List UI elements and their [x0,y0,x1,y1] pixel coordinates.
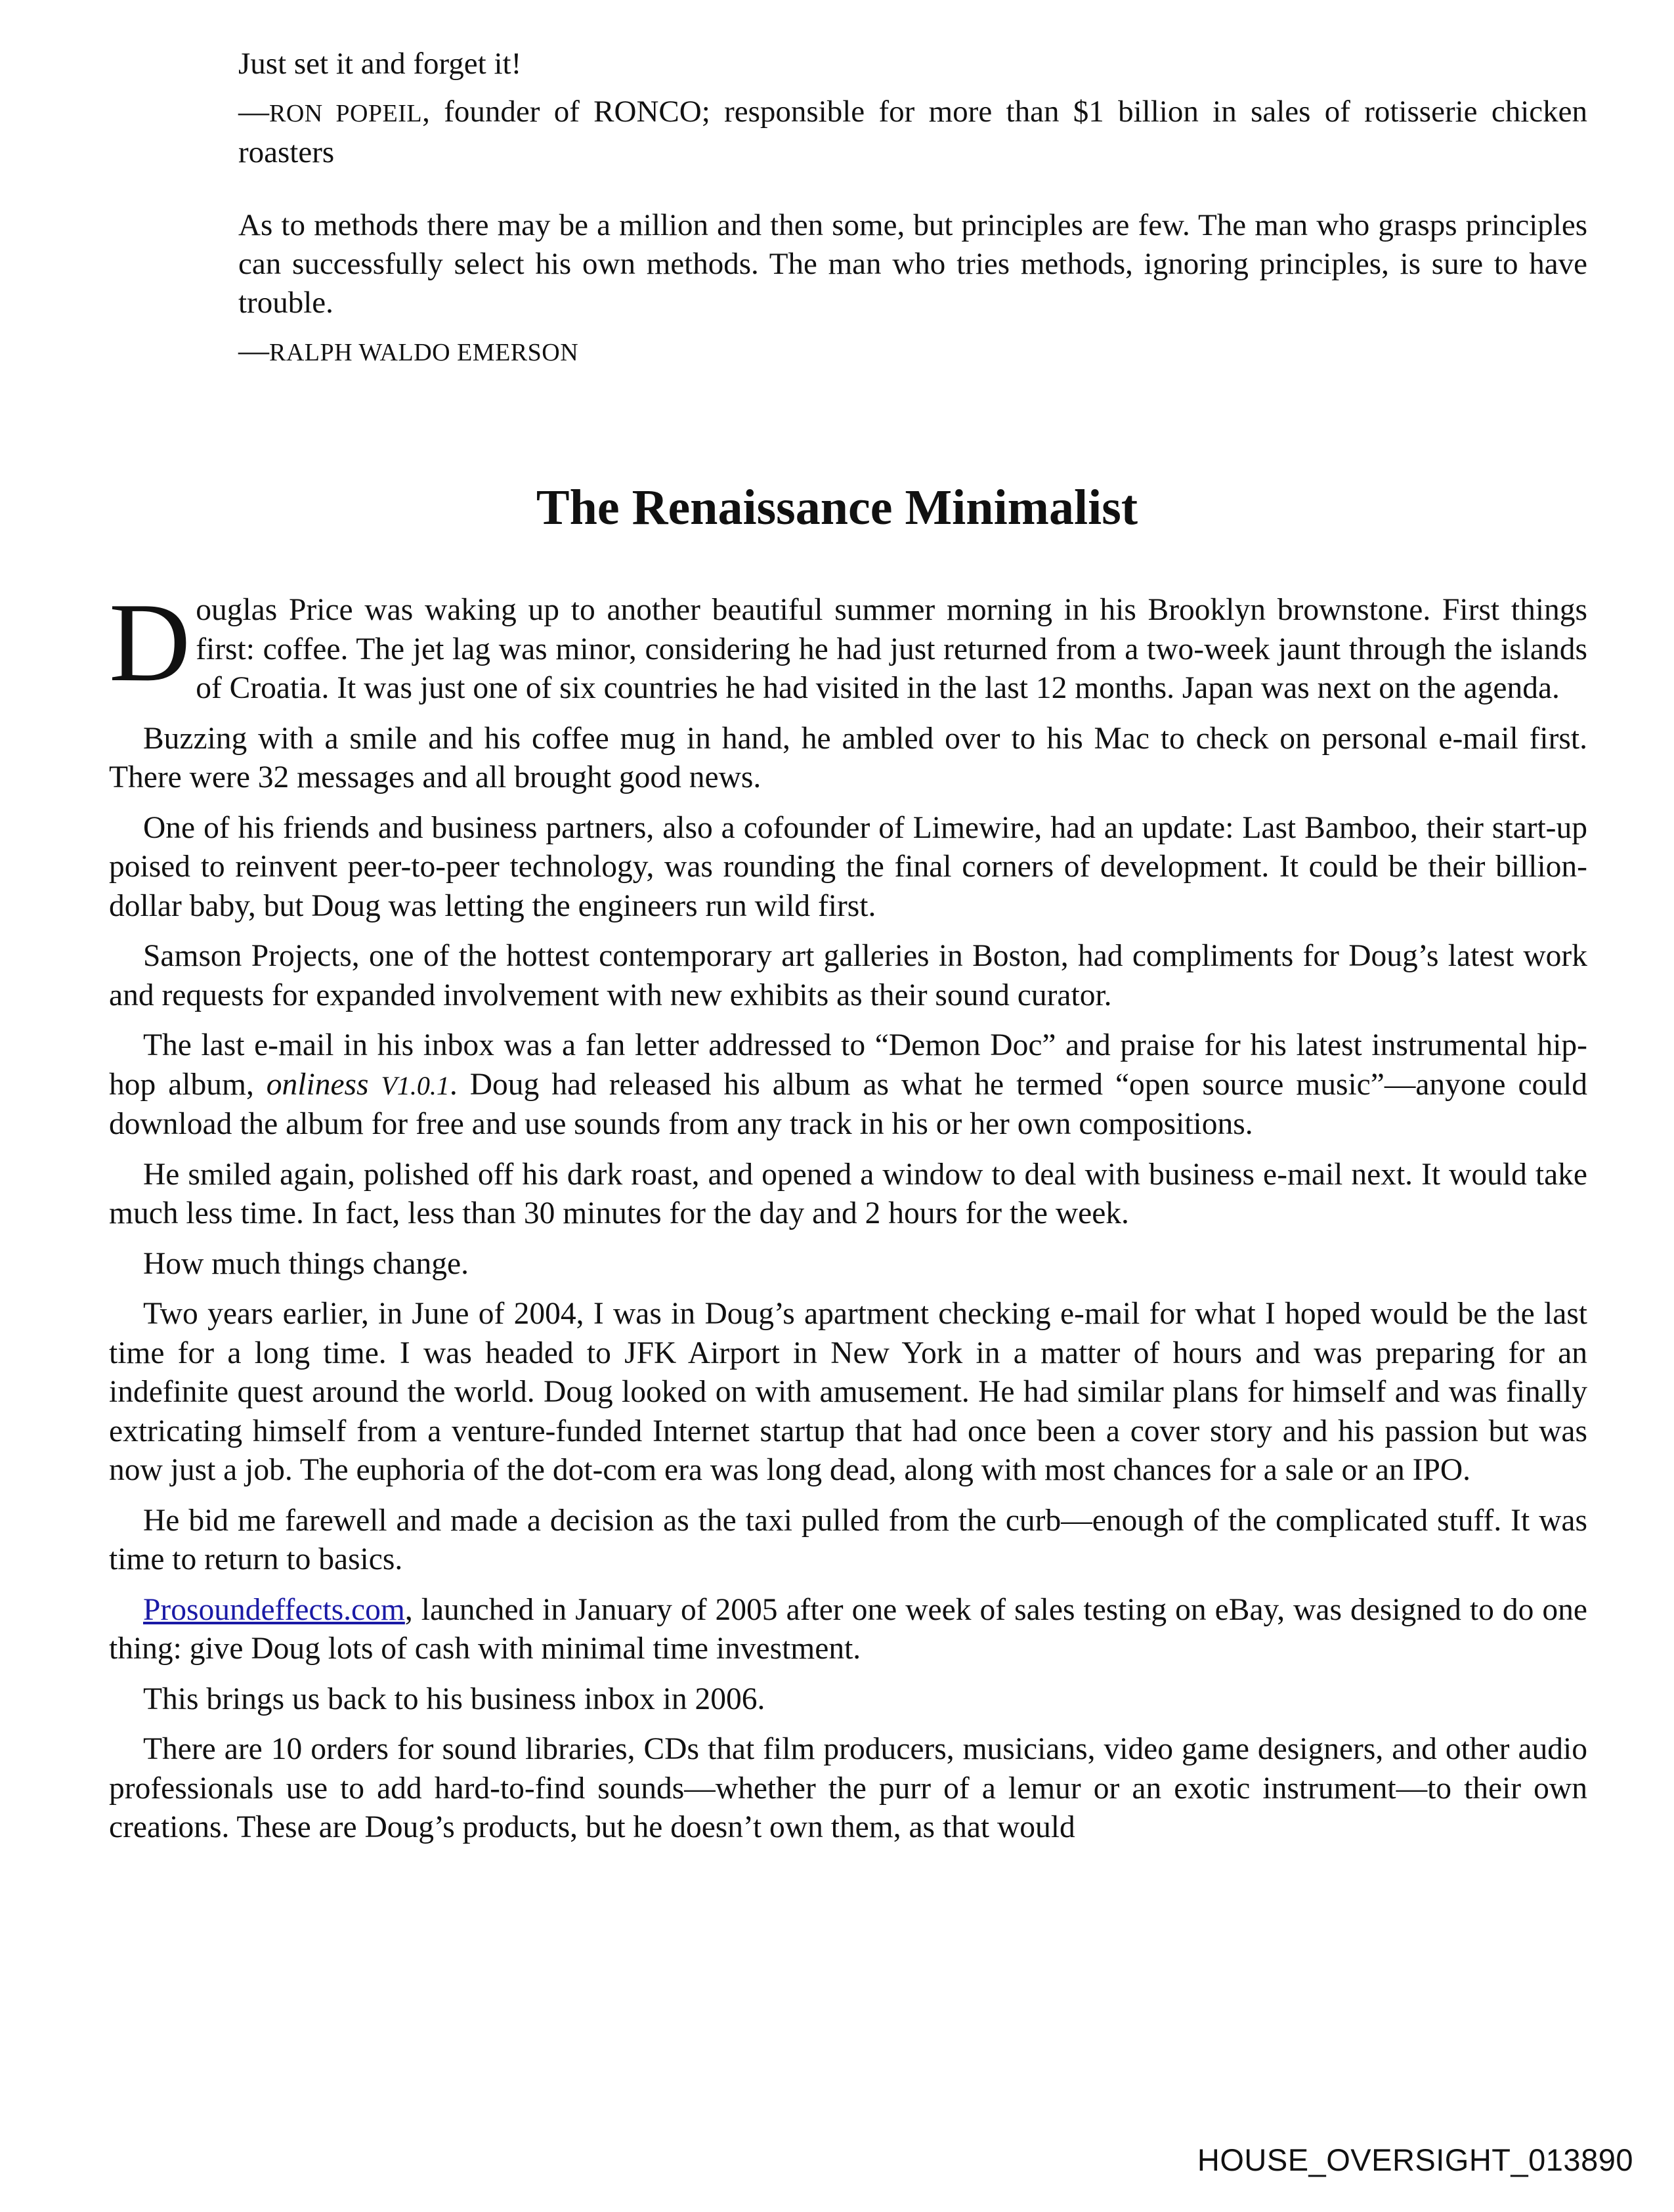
paragraph: He smiled again, polished off his dark roast, and opened a window to deal with business e-mail next. It would take much less time. In fact, less than 30 minutes for the day and 2 hours for the week. [109,1157,1587,1230]
album-version: V1.0.1 [381,1070,450,1100]
body-text [109,580,1587,1859]
epigraphs [238,45,1587,372]
epigraph-quote: As to methods there may be a million and then some, but principles are few. The man who grasps principles can successfully select his own methods. The man who tries methods, ignoring principles, is sure to have trouble. [238,208,1587,320]
paragraph: Buzzing with a smile and his coffee mug in hand, he ambled over to his Mac to check on personal e-mail first. There were 32 messages and all brought good news. [109,721,1587,794]
author-name: RON POPEIL [269,100,423,127]
epigraph-quote: Just set it and forget it! [238,47,522,81]
em-dash: — [238,95,269,129]
epigraph-attribution [238,93,1587,172]
document-id-footer: HOUSE_OVERSIGHT_013890 [1197,2142,1633,2177]
album-title: onliness [266,1067,369,1102]
paragraph: Two years earlier, in June of 2004, I was in Doug’s apartment checking e-mail for what I hoped would be the last time for a long time. I was headed to JFK Airport in New York in a matter of hours and was preparing for an indefinite quest around the world. Doug looked on with amusement. He had similar plans for himself and was finally extricating himself from a venture-funded Internet startup that had once been a cover story and his passion but was now just a job. The euphoria of the dot-com era was long dead, along with most chances for a sale or an IPO. [109,1297,1587,1487]
paragraph: This brings us back to his business inbox in 2006. [143,1681,765,1716]
paragraph: There are 10 orders for sound libraries, CDs that film producers, musicians, video game designers, and other audio professionals use to add hard-to-find sounds—whether the purr of a lemur or an exotic instrument—to their own creations. These are Doug’s products, but he doesn’t own them, as that would [109,1732,1587,1844]
drop-cap: D [109,580,191,705]
paragraph-text: The last e-mail in his inbox was a fan letter addressed to “Demon Doc” and praise for his latest instrumental hip-hop album, [109,1028,1587,1102]
paragraph-text: , launched in January of 2005 after one week of sales testing on eBay, was designed to do one thing: give Doug lots of cash with minimal time investment. [109,1592,1587,1666]
paragraph [109,580,1587,708]
chapter-title: The Renaissance Minimalist [536,480,1138,535]
paragraph: One of his friends and business partners, also a cofounder of Limewire, had an update: Last Bamboo, their start-up poised to reinvent peer-to-peer technology, was rounding the final corners of development. It could be their billion-dollar baby, but Doug was letting the engineers run wild first. [109,810,1587,923]
author-name: RALPH WALDO EMERSON [269,339,579,366]
em-dash: — [238,334,269,368]
epigraph-attribution [238,332,1587,372]
paragraph: He bid me farewell and made a decision as the taxi pulled from the curb—enough of the complicated stuff. It was time to return to basics. [109,1503,1587,1576]
paragraph: Samson Projects, one of the hottest contemporary art galleries in Boston, had compliments for Doug’s latest work and requests for expanded involvement with new exhibits as their sound curator. [109,939,1587,1012]
prosoundeffects-link[interactable]: Prosoundeffects.com [143,1592,405,1627]
paragraph [109,1026,1587,1144]
paragraph-text: ouglas Price was waking up to another beautiful summer morning in his Brooklyn brownstone. First things first: coffee. The jet lag was minor, considering he had just returned from a two-week jaunt through the islands of Croatia. It was just one of six countries he had visited in the last 12 months. Japan was next on the agenda. [196,593,1587,705]
attribution-text: , founder of RONCO; responsible for more than $1 billion in sales of rotisserie chicken roasters [238,95,1587,169]
paragraph: How much things change. [143,1246,469,1281]
paragraph-text: . Doug had released his album as what he termed “open source music”—anyone could download the album for free and use sounds from any track in his or her own compositions. [109,1067,1587,1141]
paragraph [109,1591,1587,1669]
